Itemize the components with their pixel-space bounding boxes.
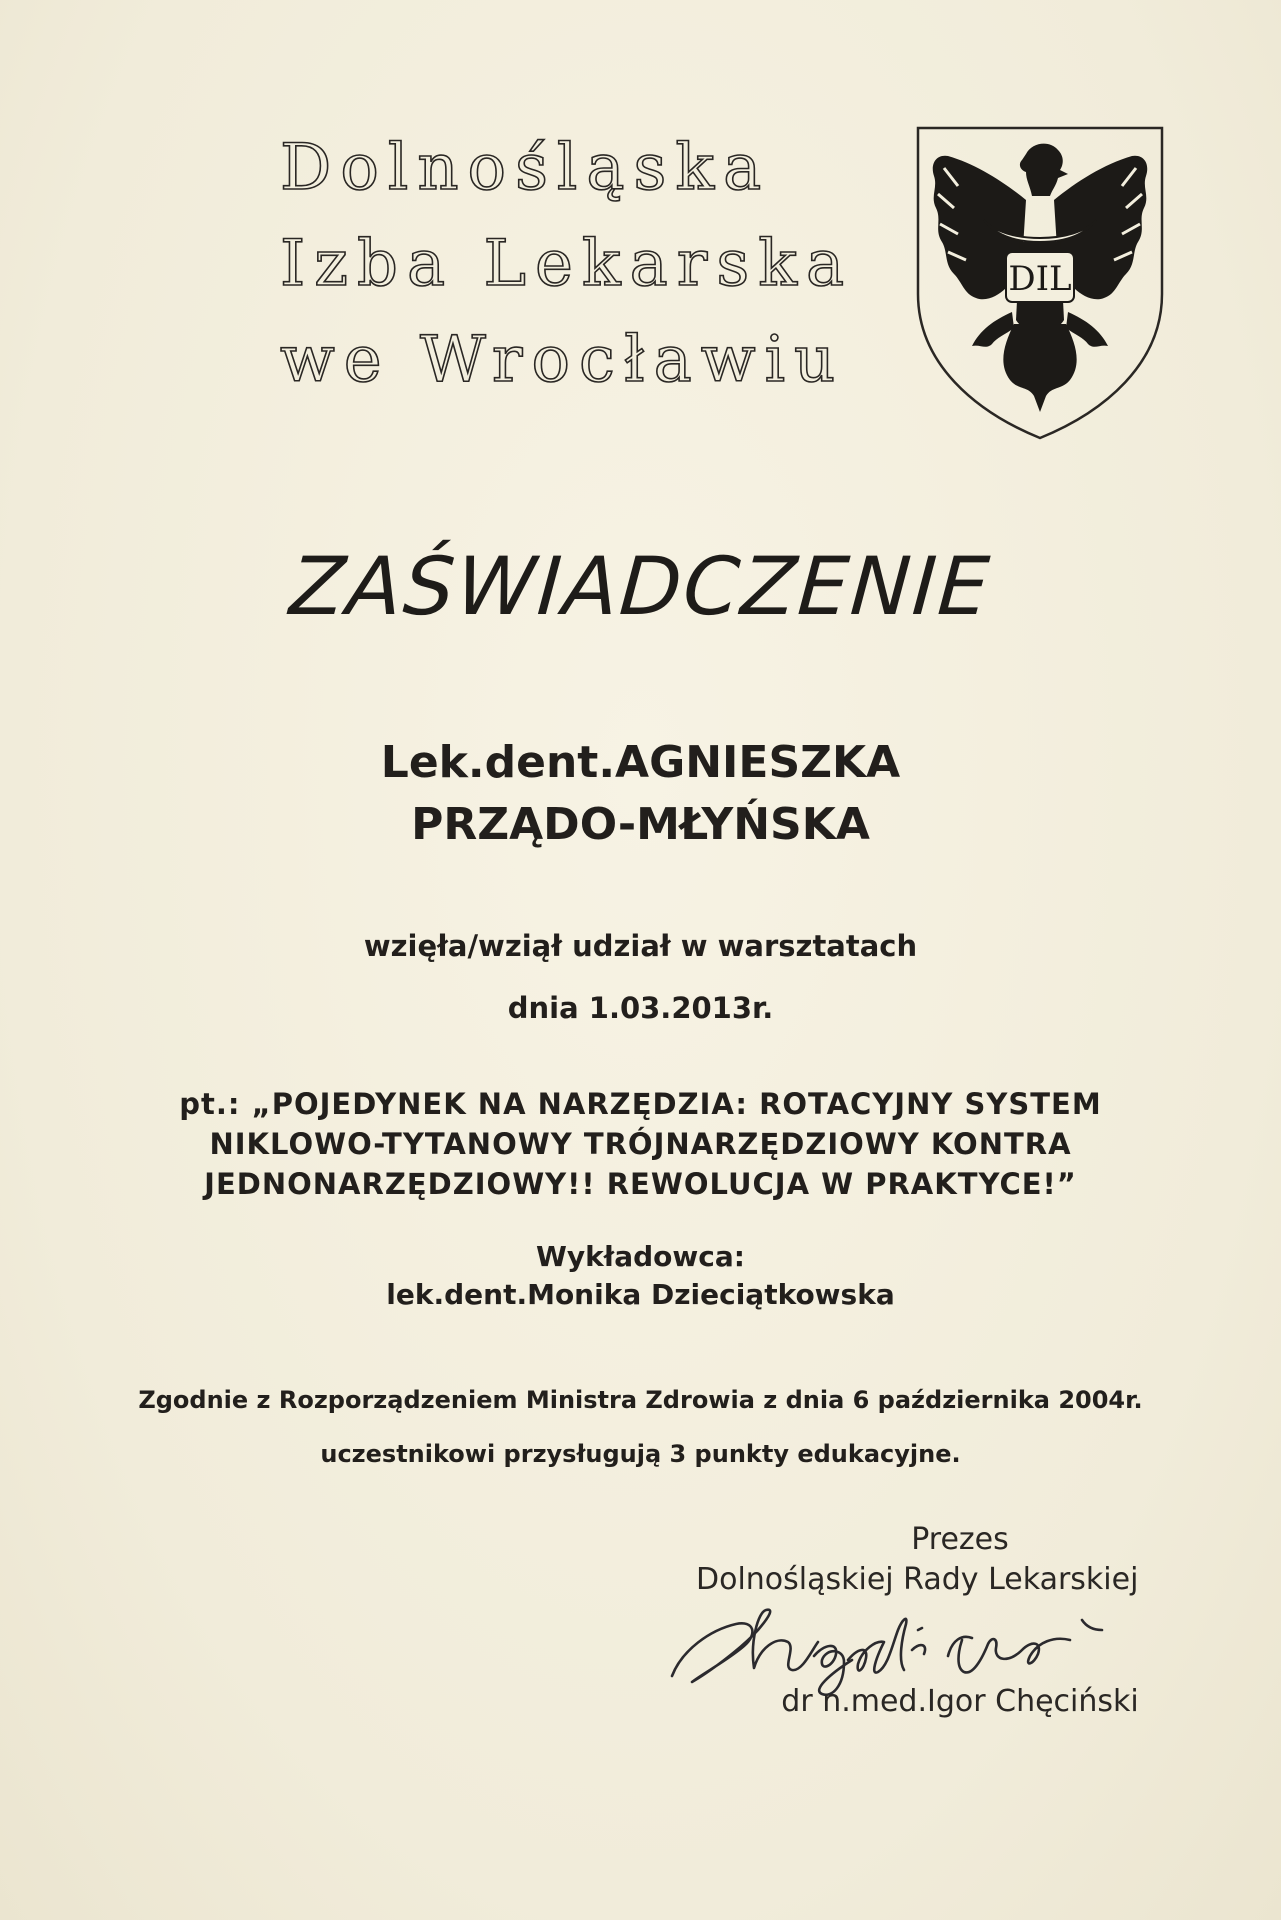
topic-line-2: NIKLOWO-TYTANOWY TRÓJNARZĘDZIOWY KONTRA: [209, 1127, 1072, 1161]
institution-line-1: Dolnośląska: [280, 131, 771, 205]
signatory-title: Prezes: [911, 1522, 1009, 1557]
regulation-text: Zgodnie z Rozporządzeniem Ministra Zdrowia z dnia 6 października 2004r.: [138, 1386, 1143, 1414]
recipient-line-2: PRZĄDO-MŁYŃSKA: [411, 799, 870, 850]
institution-line-2: Izba Lekarska: [280, 227, 854, 301]
education-points-text: uczestnikowi przysługują 3 punkty edukacyjne.: [320, 1440, 961, 1468]
crest-letters: DIL: [1008, 259, 1072, 299]
workshop-date: dnia 1.03.2013r.: [507, 991, 774, 1025]
signatory-organization: Dolnośląskiej Rady Lekarskiej: [696, 1562, 1139, 1597]
institution-line-3: we Wrocławiu: [280, 323, 845, 397]
recipient-line-1: Lek.dent.AGNIESZKA: [380, 737, 901, 788]
participation-text: wzięła/wziął udział w warsztatach: [363, 929, 918, 963]
topic-line-1: pt.: „POJEDYNEK NA NARZĘDZIA: ROTACYJNY SYSTEM: [179, 1087, 1102, 1121]
certificate-title: ZAŚWIADCZENIE: [286, 540, 995, 633]
institution-name: [280, 120, 880, 408]
lecturer-name: lek.dent.Monika Dzieciątkowska: [386, 1278, 895, 1311]
recipient-name: [0, 732, 1281, 856]
signatory-name: dr n.med.Igor Chęciński: [781, 1684, 1139, 1719]
topic-line-3: JEDNONARZĘDZIOWY!! REWOLUCJA W PRAKTYCE!”: [204, 1167, 1077, 1201]
eagle-coat-of-arms-icon: [914, 124, 1166, 442]
lecturer-label: Wykładowca:: [536, 1240, 745, 1273]
workshop-topic: [0, 1084, 1281, 1204]
